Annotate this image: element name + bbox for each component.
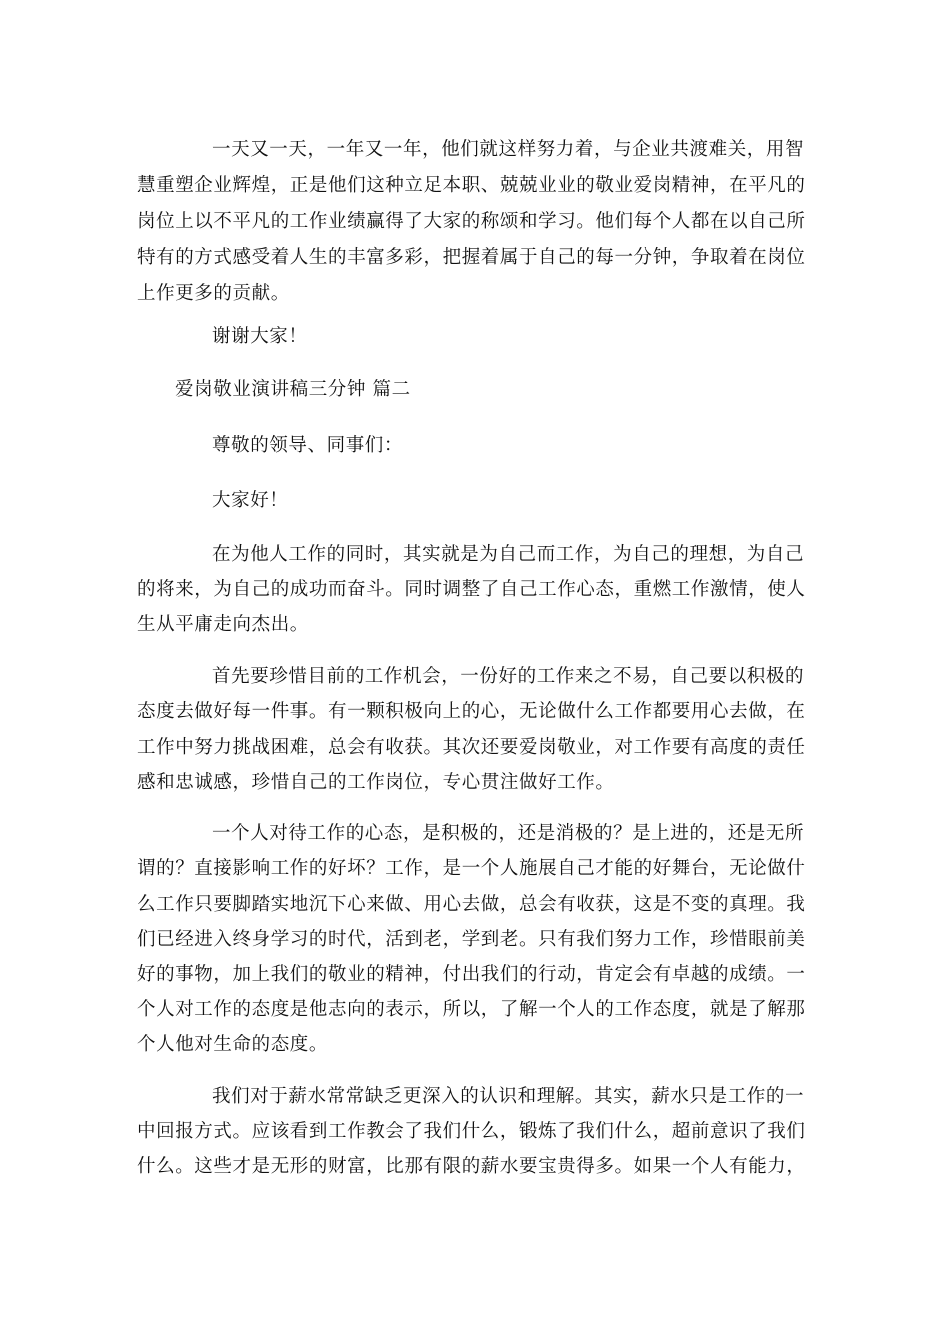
paragraph-7-line-5: 好的事物，加上我们的敬业的精神，付出我们的行动，肯定会有卓越的成绩。一 <box>137 964 806 985</box>
section-heading: 爱岗敬业演讲稿三分钟 篇二 <box>175 379 411 400</box>
paragraph-1-line-2: 慧重塑企业辉煌，正是他们这种立足本职、兢兢业业的敬业爱岗精神，在平凡的 <box>137 175 806 196</box>
paragraph-5-line-1: 在为他人工作的同时，其实就是为自己而工作，为自己的理想，为自己 <box>212 544 805 565</box>
paragraph-5-line-2: 的将来，为自己的成功而奋斗。同时调整了自己工作心态，重燃工作激情，使人 <box>137 579 806 600</box>
paragraph-1-line-5: 上作更多的贡献。 <box>137 283 290 304</box>
paragraph-6-line-3: 工作中努力挑战困难，总会有收获。其次还要爱岗敬业，对工作要有高度的责任 <box>137 737 806 758</box>
paragraph-6-line-2: 态度去做好每一件事。有一颗积极向上的心，无论做什么工作都要用心去做，在 <box>137 701 806 722</box>
paragraph-7-line-4: 们已经进入终身学习的时代，活到老，学到老。只有我们努力工作，珍惜眼前美 <box>137 929 806 950</box>
paragraph-8-line-2: 中回报方式。应该看到工作教会了我们什么，锻炼了我们什么，超前意识了我们 <box>137 1121 806 1142</box>
paragraph-7-line-6: 个人对工作的态度是他志向的表示，所以，了解一个人的工作态度，就是了解那 <box>137 999 806 1020</box>
greeting-line: 大家好！ <box>212 490 289 511</box>
paragraph-7-line-2: 谓的？直接影响工作的好坏？工作，是一个人施展自己才能的好舞台，无论做什 <box>137 858 806 879</box>
salutation-line: 尊敬的领导、同事们： <box>212 435 404 456</box>
paragraph-6-line-4: 感和忠诚感，珍惜自己的工作岗位，专心贯注做好工作。 <box>137 772 615 793</box>
paragraph-5-line-3: 生从平庸走向杰出。 <box>137 614 309 635</box>
paragraph-7-line-7: 个人他对生命的态度。 <box>137 1034 329 1055</box>
paragraph-1-line-1: 一天又一天，一年又一年，他们就这样努力着，与企业共渡难关，用智 <box>212 139 805 160</box>
paragraph-8-line-3: 什么。这些才是无形的财富，比那有限的薪水要宝贵得多。如果一个人有能力， <box>137 1156 806 1177</box>
paragraph-8-line-1: 我们对于薪水常常缺乏更深入的认识和理解。其实，薪水只是工作的一 <box>212 1086 805 1107</box>
paragraph-7-line-1: 一个人对待工作的心态，是积极的，还是消极的？是上进的，还是无所 <box>212 823 805 844</box>
thanks-line: 谢谢大家！ <box>212 326 308 347</box>
paragraph-1-line-4: 特有的方式感受着人生的丰富多彩，把握着属于自己的每一分钟，争取着在岗位 <box>137 247 806 268</box>
paragraph-1-line-3: 岗位上以不平凡的工作业绩赢得了大家的称颂和学习。他们每个人都在以自己所 <box>137 211 806 232</box>
paragraph-7-line-3: 么工作只要脚踏实地沉下心来做、用心去做，总会有收获，这是不变的真理。我 <box>137 894 806 915</box>
paragraph-6-line-1: 首先要珍惜目前的工作机会，一份好的工作来之不易，自己要以积极的 <box>212 666 805 687</box>
